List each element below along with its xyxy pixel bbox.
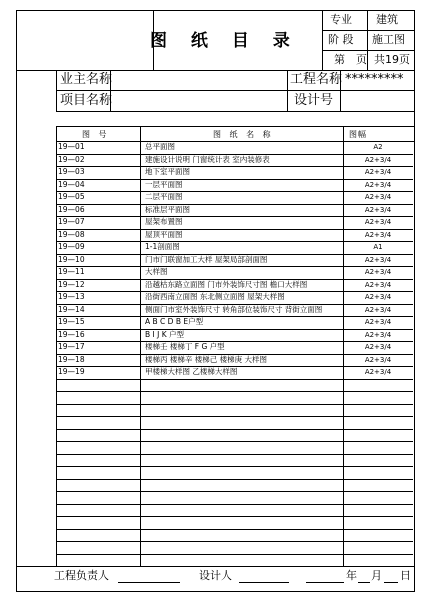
table-row-line <box>56 541 413 542</box>
drawing-name: A B C D B E户型 <box>145 317 204 326</box>
drawing-number: 19—10 <box>58 254 85 264</box>
drawing-name: 屋架布置图 <box>145 217 183 226</box>
page-total: 共19页 <box>374 53 410 66</box>
day-label: 日 <box>400 569 411 582</box>
table-row <box>56 179 413 192</box>
table-row-line <box>56 491 413 492</box>
drawing-size: A2+3/4 <box>364 318 392 326</box>
info-left-border <box>56 70 57 111</box>
drawing-name: 楼梯丙 楼梯辛 楼梯己 楼梯庚 大样图 <box>145 354 268 364</box>
table-row-line <box>56 441 413 442</box>
drawing-name: 甲楼梯大样图 乙楼梯大样图 <box>145 367 238 376</box>
document-title: 图 纸 目 录 <box>150 31 299 51</box>
drawing-size: A2+3/4 <box>364 293 392 301</box>
table-row <box>56 354 413 367</box>
table-row <box>56 254 413 267</box>
table-row <box>56 154 413 167</box>
info-divider-2 <box>287 70 288 111</box>
drawing-size: A1 <box>373 243 383 251</box>
designer-label: 设计人 <box>199 569 232 582</box>
month-label: 月 <box>371 569 382 582</box>
drawing-number: 19—16 <box>58 329 85 339</box>
table-row-line <box>56 454 413 455</box>
table-top-line <box>56 126 415 127</box>
drawing-size: A2+3/4 <box>364 343 392 351</box>
drawing-number: 19—05 <box>58 192 85 201</box>
table-row-line <box>56 554 413 555</box>
table-row-line <box>56 391 413 392</box>
drawing-number: 19—03 <box>58 167 85 176</box>
column-header-number: 图 号 <box>82 130 110 139</box>
drawing-size: A2+3/4 <box>364 268 392 276</box>
day-fill-line <box>384 582 398 583</box>
drawing-size: A2+3/4 <box>364 193 392 201</box>
table-row-line <box>56 504 413 505</box>
drawing-size: A2+3/4 <box>364 280 392 289</box>
drawing-number: 19—15 <box>58 317 85 326</box>
drawing-number: 19—12 <box>58 279 85 289</box>
drawing-size: A2+3/4 <box>364 368 392 376</box>
drawing-size: A2+3/4 <box>364 305 392 314</box>
table-row <box>56 229 413 242</box>
drawing-number: 19—06 <box>58 204 85 214</box>
drawing-size: A2+3/4 <box>364 355 392 364</box>
drawing-name: 沿越枯东路立面图 门市外装饰尺寸图 檐口大样图 <box>145 279 308 289</box>
table-row <box>56 166 413 179</box>
table-row-line <box>56 479 413 480</box>
drawing-size: A2+3/4 <box>364 230 392 239</box>
drawing-size: A2+3/4 <box>364 330 392 339</box>
table-row <box>56 266 413 279</box>
drawing-size: A2+3/4 <box>364 180 392 189</box>
drawing-number: 19—02 <box>58 154 85 164</box>
info-bottom-line <box>56 111 415 112</box>
header-divider-mid <box>367 10 368 70</box>
drawing-number: 19—04 <box>58 179 85 189</box>
table-row <box>56 316 413 329</box>
table-row-line <box>56 466 413 467</box>
design-number-label: 设计号 <box>294 93 334 108</box>
header-divider-right <box>322 10 323 70</box>
item-name-label: 项目名称 <box>60 93 113 108</box>
drawing-name: 门市门联窗加工大样 屋架局部剖面图 <box>145 254 268 264</box>
table-row <box>56 279 413 292</box>
table-row-line <box>56 404 413 405</box>
table-row <box>56 366 413 379</box>
drawing-name: 侧面门市室外装饰尺寸 转角部位装饰尺寸 背街立面图 <box>145 304 323 314</box>
drawing-number: 19—07 <box>58 217 85 226</box>
drawing-name: 大样图 <box>145 267 168 276</box>
page-label: 第 页 <box>334 53 367 66</box>
drawing-name: 建施设计说明 门窗统计表 室内装修表 <box>145 154 270 164</box>
table-row-line <box>56 379 413 380</box>
drawing-size: A2+3/4 <box>364 255 392 264</box>
table-row-line <box>56 566 413 567</box>
drawing-name: 1-1剖面图 <box>145 242 180 251</box>
drawing-number: 19—09 <box>58 242 85 251</box>
drawing-number: 19—17 <box>58 342 85 351</box>
table-row-line <box>56 516 413 517</box>
drawing-number: 19—18 <box>58 354 85 364</box>
table-row <box>56 216 413 229</box>
stage-label: 阶 段 <box>328 33 354 46</box>
drawing-size: A2+3/4 <box>364 205 392 214</box>
table-row <box>56 241 413 254</box>
table-row-line <box>56 416 413 417</box>
designer-signature-line <box>239 582 289 583</box>
year-label: 年 <box>346 569 357 582</box>
drawing-size: A2+3/4 <box>364 155 392 164</box>
stage-value: 施工图 <box>372 33 405 46</box>
table-row <box>56 141 413 154</box>
drawing-name: 地下室平面图 <box>145 167 190 176</box>
manager-signature-line <box>118 582 180 583</box>
drawing-size: A2+3/4 <box>364 218 392 226</box>
project-manager-label: 工程负责人 <box>54 569 109 582</box>
column-header-name: 图 纸 名 称 <box>213 130 274 139</box>
table-row <box>56 291 413 304</box>
drawing-size: A2 <box>373 143 383 151</box>
table-row <box>56 329 413 342</box>
major-label: 专业 <box>330 13 352 26</box>
drawing-name: 总平面图 <box>145 142 175 151</box>
drawing-name: 楼梯壬 楼梯丁 F G 户型 <box>145 342 225 351</box>
project-name-label: 工程名称 <box>290 72 343 87</box>
drawing-name: 一层平面图 <box>145 179 183 189</box>
owner-name-label: 业主名称 <box>60 72 113 87</box>
drawing-number: 19—08 <box>58 229 85 239</box>
month-fill-line <box>358 582 370 583</box>
table-row <box>56 341 413 354</box>
drawing-name: 沿街西南立面图 东北侧立面图 屋架大样图 <box>145 292 285 301</box>
table-row <box>56 191 413 204</box>
drawing-name: 屋顶平面图 <box>145 229 183 239</box>
table-row <box>56 204 413 217</box>
table-row-line <box>56 529 413 530</box>
drawing-name: B I J K 户型 <box>145 329 185 339</box>
drawing-number: 19—19 <box>58 367 85 376</box>
drawing-number: 19—13 <box>58 292 85 301</box>
drawing-number: 19—14 <box>58 304 85 314</box>
column-header-size: 图幅 <box>349 130 367 139</box>
drawing-size: A2+3/4 <box>364 168 392 176</box>
major-value: 建筑 <box>376 13 398 26</box>
drawing-name: 标准层平面图 <box>145 204 190 214</box>
drawing-number: 19—11 <box>58 267 85 276</box>
project-name-value: ********* <box>345 72 404 87</box>
year-fill-line <box>306 582 344 583</box>
table-row <box>56 304 413 317</box>
drawing-number: 19—01 <box>58 142 85 151</box>
drawing-name: 二层平面图 <box>145 192 183 201</box>
table-row-line <box>56 429 413 430</box>
